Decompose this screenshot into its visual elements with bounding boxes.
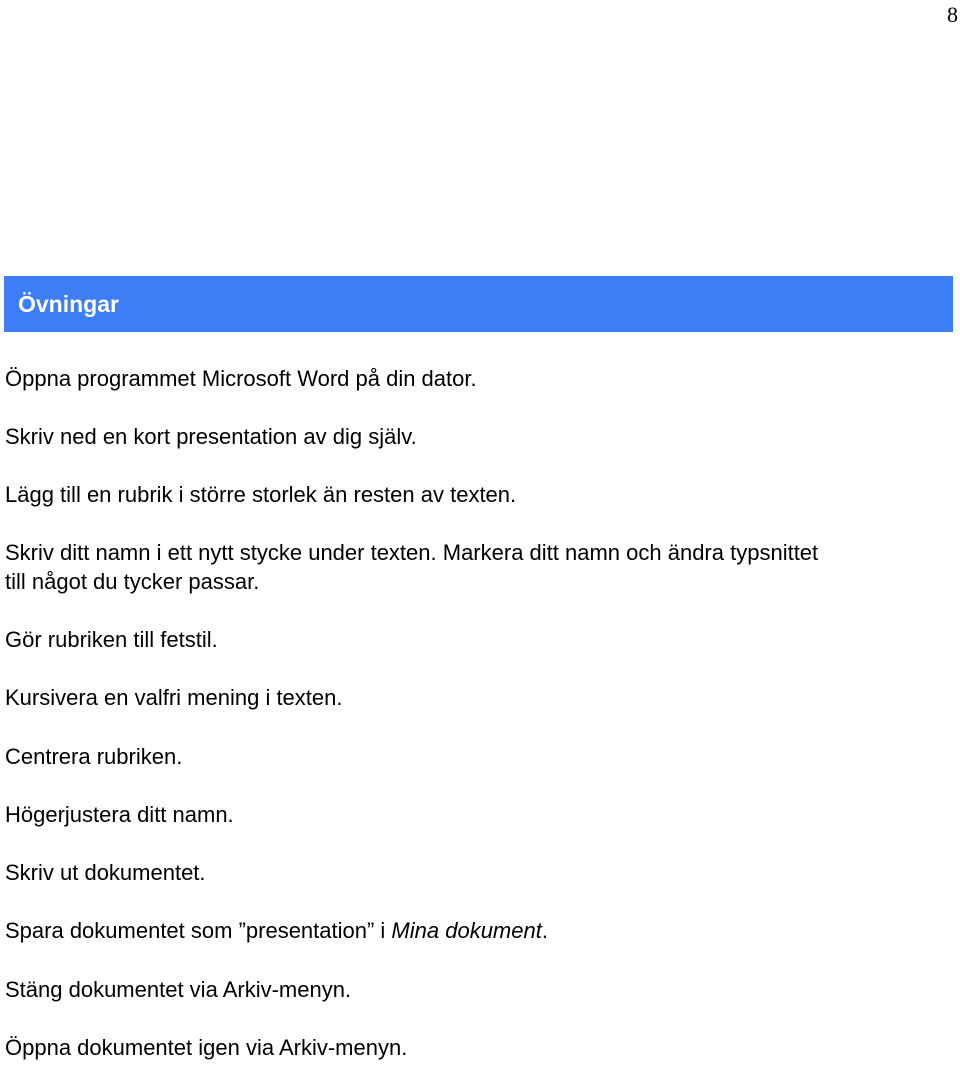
exercise-line: Skriv ned en kort presentation av dig själv.: [5, 424, 417, 449]
exercise-line: Skriv ut dokumentet.: [5, 860, 206, 885]
page-number: 8: [947, 2, 958, 27]
exercise-line: till något du tycker passar.: [5, 569, 260, 594]
exercise-line: Stäng dokumentet via Arkiv-menyn.: [5, 977, 352, 1002]
section-title: Övningar: [18, 291, 119, 317]
save-instruction-line: [5, 916, 548, 945]
exercise-line: Gör rubriken till fetstil.: [5, 627, 218, 652]
exercise-line: Lägg till en rubrik i större storlek än resten av texten.: [5, 482, 517, 507]
save-text-before: Spara dokumentet som ”presentation” i: [5, 918, 392, 943]
exercise-line: Kursivera en valfri mening i texten.: [5, 685, 343, 710]
exercise-line: Centrera rubriken.: [5, 744, 183, 769]
exercise-line: Skriv ditt namn i ett nytt stycke under texten. Markera ditt namn och ändra typsnittet: [5, 540, 819, 565]
save-text-after: .: [541, 918, 548, 943]
exercise-line: Öppna programmet Microsoft Word på din dator.: [5, 366, 477, 391]
exercise-line: Öppna dokumentet igen via Arkiv-menyn.: [5, 1035, 408, 1060]
section-banner: [4, 276, 953, 332]
exercise-line: Högerjustera ditt namn.: [5, 802, 234, 827]
save-location-italic: Mina dokument: [391, 918, 542, 943]
